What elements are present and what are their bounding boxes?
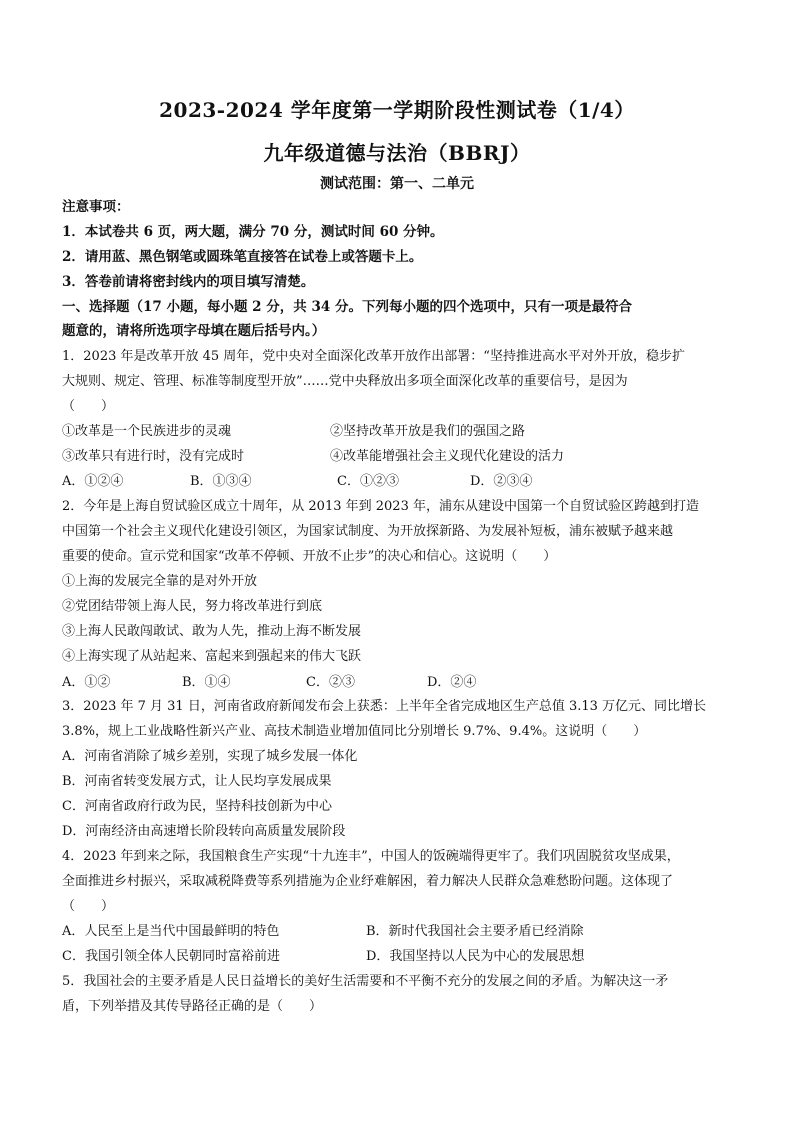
question-2-option: ②党团结带领上海人民，努力将改革进行到底 bbox=[62, 599, 323, 614]
answer-bracket: （ ） bbox=[62, 899, 115, 914]
question-1-choice-c: C．①②③ bbox=[337, 474, 399, 489]
question-1-option: ②坚持改革开放是我们的强国之路 bbox=[330, 424, 526, 439]
page-subtitle: 九年级道德与法治（BBRJ） bbox=[263, 141, 531, 165]
question-2-option: ③上海人民敢闯敢试、敢为人先，推动上海不断发展 bbox=[62, 624, 362, 639]
question-3-choice-b: B．河南省转变发展方式，让人民均享发展成果 bbox=[62, 774, 332, 789]
question-3-stem: 3.8%，规上工业战略性新兴产业、高技术制造业增加值同比分别增长 9.7%、9.4%。这说明（ ） bbox=[62, 724, 647, 739]
question-2-stem: 重要的使命。宣示党和国家“改革不停顿、开放不止步”的决心和信心。这说明（ ） bbox=[62, 549, 557, 564]
question-2-stem: 2．今年是上海自贸试验区成立十周年，从 2013 年到 2023 年，浦东从建设中国第一个自贸试验区跨越到打造 bbox=[62, 499, 699, 514]
question-2-choice-c: C．②③ bbox=[306, 675, 355, 690]
question-2-option: ①上海的发展完全靠的是对外开放 bbox=[62, 574, 258, 589]
section-heading: 一、选择题（17 小题，每小题 2 分，共 34 分。下列每小题的四个选项中，只有一项是最符合 bbox=[62, 299, 632, 315]
question-1-stem: 1．2023 年是改革开放 45 周年，党中央对全面深化改革开放作出部署：“坚持推进高水平对外开放，稳步扩 bbox=[62, 349, 685, 364]
question-4-choice-b: B．新时代我国社会主要矛盾已经消除 bbox=[366, 924, 584, 939]
note-item: 3．答卷前请将密封线内的项目填写清楚。 bbox=[62, 274, 315, 290]
question-1-choice-b: B．①③④ bbox=[190, 474, 252, 489]
section-heading-cont: 题意的，请将所选项字母填在题后括号内。） bbox=[62, 323, 326, 339]
question-1-choice-d: D．②③④ bbox=[470, 474, 533, 489]
question-1-option: ③改革只有进行时，没有完成时 bbox=[62, 449, 245, 464]
question-2-choice-a: A．①② bbox=[62, 675, 111, 690]
question-2-choice-b: B．①④ bbox=[182, 675, 231, 690]
question-4-choice-d: D．我国坚持以人民为中心的发展思想 bbox=[366, 949, 585, 964]
page-title: 2023-2024 学年度第一学期阶段性测试卷（1/4） bbox=[159, 98, 635, 122]
question-2-stem: 中国第一个社会主义现代化建设引领区，为国家试制度、为开放探新路、为发展补短板，浦东被赋予越来越 bbox=[62, 524, 674, 539]
question-4-choice-c: C．我国引领全体人民朝同时富裕前进 bbox=[62, 949, 280, 964]
question-3-stem: 3．2023 年 7 月 31 日，河南省政府新闻发布会上获悉：上半年全省完成地区生产总值 3.13 万亿元、同比增长 bbox=[62, 699, 707, 714]
test-scope: 测试范围：第一、二单元 bbox=[320, 176, 474, 192]
note-item: 2．请用蓝、黑色钢笔或圆珠笔直接答在试卷上或答题卡上。 bbox=[62, 249, 423, 265]
question-4-stem: 全面推进乡村振兴，采取减税降费等系列措施为企业纾难解困，着力解决人民群众急难愁盼问题。这体现了 bbox=[62, 874, 674, 889]
question-5-stem: 盾，下列举措及其传导路径正确的是（ ） bbox=[62, 999, 323, 1014]
question-4-choice-a: A．人民至上是当代中国最鲜明的特色 bbox=[62, 924, 280, 939]
question-3-choice-a: A．河南省消除了城乡差别，实现了城乡发展一体化 bbox=[62, 749, 358, 764]
question-4-stem: 4．2023 年到来之际，我国粮食生产实现“十九连丰”，中国人的饭碗端得更牢了。我们巩固脱贫攻坚成果， bbox=[62, 849, 680, 864]
question-1-choice-a: A．①②④ bbox=[62, 474, 124, 489]
question-2-option: ④上海实现了从站起来、富起来到强起来的伟大飞跃 bbox=[62, 649, 362, 664]
question-2-choice-d: D．②④ bbox=[427, 675, 477, 690]
answer-bracket: （ ） bbox=[62, 399, 115, 414]
question-1-stem: 大规则、规定、管理、标准等制度型开放”……党中央释放出多项全面深化改革的重要信号，是因为 bbox=[62, 374, 628, 389]
question-1-option: ①改革是一个民族进步的灵魂 bbox=[62, 424, 232, 439]
question-3-choice-d: D．河南经济由高速增长阶段转向高质量发展阶段 bbox=[62, 824, 346, 839]
question-5-stem: 5．我国社会的主要矛盾是人民日益增长的美好生活需要和不平衡不充分的发展之间的矛盾。为解决这一矛 bbox=[62, 974, 669, 989]
question-3-choice-c: C．河南省政府行政为民，坚持科技创新为中心 bbox=[62, 799, 332, 814]
notes-heading: 注意事项： bbox=[62, 199, 130, 215]
note-item: 1．本试卷共 6 页，两大题，满分 70 分，测试时间 60 分钟。 bbox=[62, 224, 444, 240]
question-1-option: ④改革能增强社会主义现代化建设的活力 bbox=[330, 449, 565, 464]
